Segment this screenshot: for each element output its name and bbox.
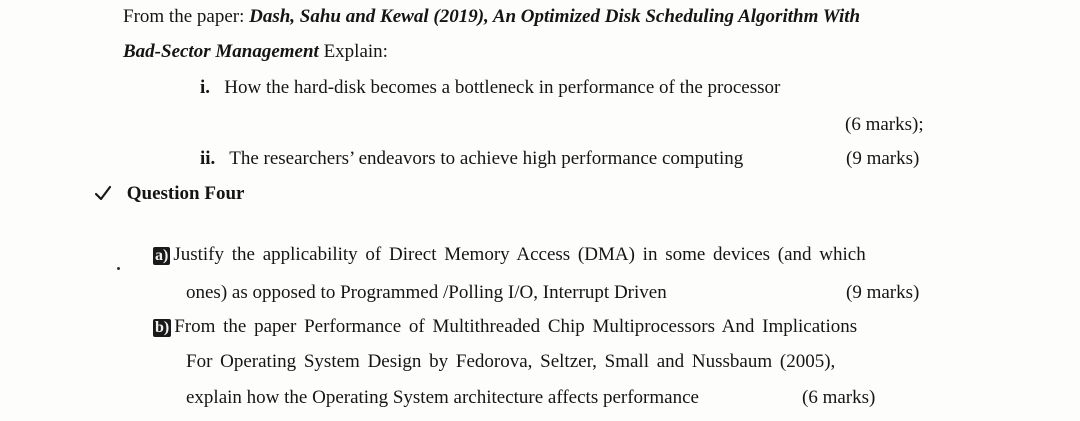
heading-text: Question Four: [126, 183, 245, 204]
intro-line-2: [123, 41, 388, 63]
item-marks: (6 marks);: [845, 114, 924, 135]
paper-citation-continued: Bad-Sector Management: [123, 41, 319, 62]
item-marks: (6 marks): [802, 387, 876, 408]
question-b-line-2: For Operating System Design by Fedorova, Seltzer, Small and Nussbaum (2005),: [186, 351, 836, 372]
question-four-heading: [94, 183, 244, 205]
item-number: i.: [200, 77, 211, 98]
intro-suffix: Explain:: [323, 41, 388, 62]
item-tag: b): [155, 319, 170, 336]
stray-dot: [117, 267, 120, 270]
checkmark-icon: [94, 183, 116, 205]
question-b-line-1: [153, 316, 857, 338]
question-b-line-3: explain how the Operating System architecture affects performance: [186, 387, 699, 408]
item-text: The researchers’ endeavors to achieve high performance computing: [229, 148, 744, 169]
item-text: From the paper Performance of Multithreaded Chip Multiprocessors And Implications: [174, 316, 858, 337]
item-marks: (9 marks): [846, 282, 920, 303]
item-text: How the hard-disk becomes a bottleneck in performance of the processor: [224, 77, 781, 98]
question-item-i: [200, 77, 780, 99]
item-text: Justify the applicability of Direct Memory Access (DMA) in some devices (and which: [173, 244, 866, 265]
item-number: ii.: [200, 148, 216, 169]
item-marks: (9 marks): [846, 148, 920, 169]
question-item-ii: [200, 148, 743, 170]
intro-line-1: [123, 6, 860, 28]
paper-citation: Dash, Sahu and Kewal (2019), An Optimized Disk Scheduling Algorithm With: [249, 6, 861, 27]
question-a-line-2: ones) as opposed to Programmed /Polling I/O, Interrupt Driven: [186, 282, 667, 303]
item-tag: a): [155, 247, 169, 264]
intro-prefix: From the paper:: [123, 6, 245, 27]
question-a-line-1: [153, 244, 866, 266]
